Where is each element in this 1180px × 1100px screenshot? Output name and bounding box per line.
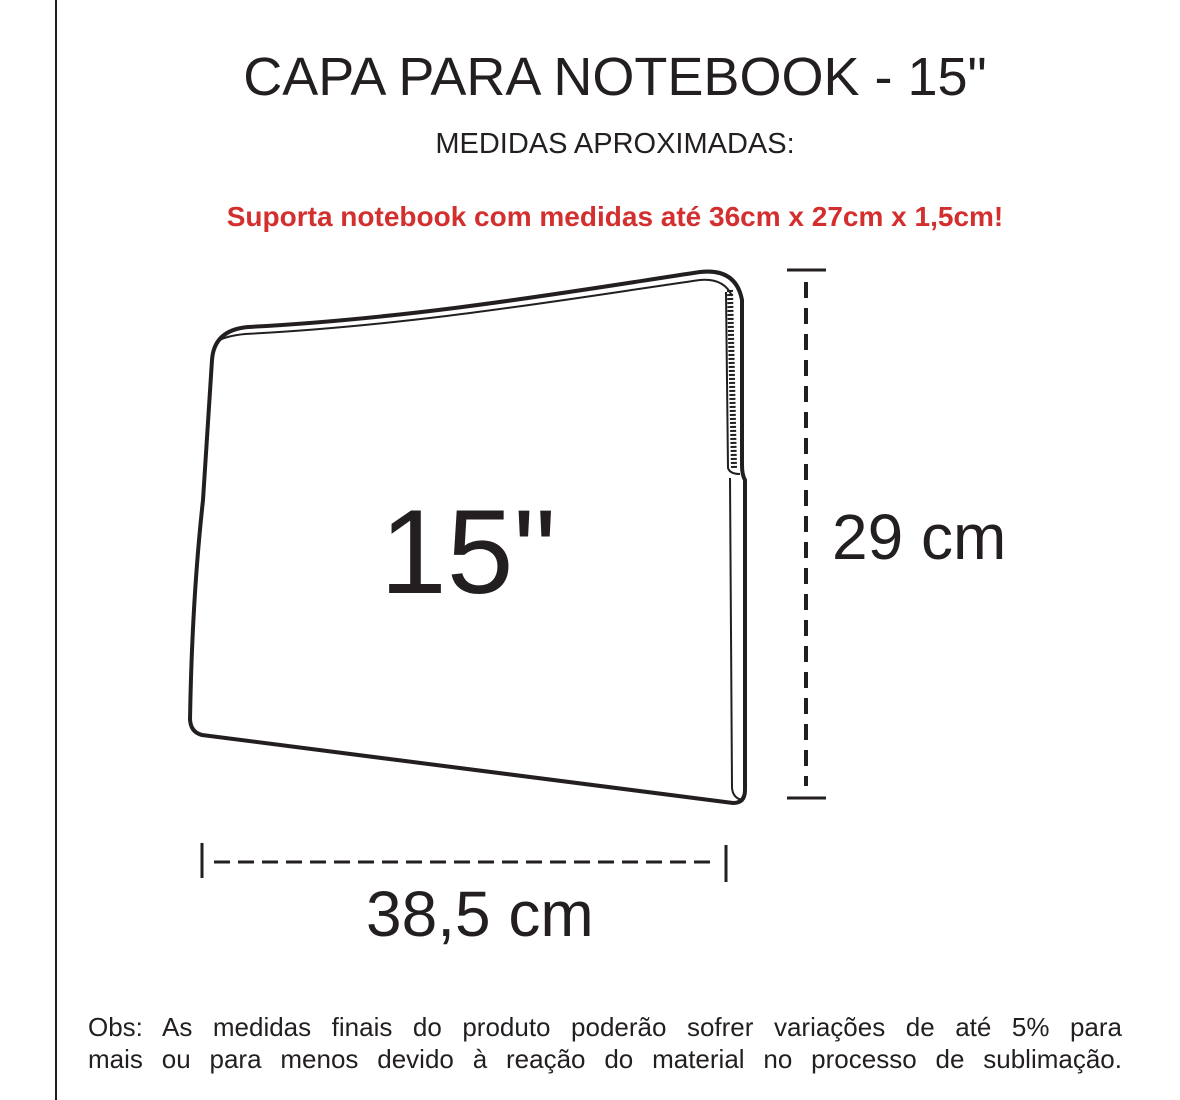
height-label: 29 cm	[832, 501, 1007, 573]
zipper-track	[730, 290, 734, 468]
width-label: 38,5 cm	[366, 878, 594, 950]
footer-note-line2: mais ou para menos devido à reação do material no processo de sublimação.	[88, 1044, 1122, 1074]
footer-note-line1: Obs: As medidas finais do produto poderão sofrer variações de até 5% para	[88, 1012, 1122, 1042]
sleeve-top-seam	[216, 280, 732, 342]
sleeve-side-seam	[730, 478, 742, 800]
footer-note	[88, 1011, 1122, 1075]
page-subtitle: MEDIDAS APROXIMADAS:	[435, 128, 795, 160]
size-label: 15"	[380, 485, 557, 619]
page-title: CAPA PARA NOTEBOOK - 15"	[243, 47, 987, 107]
support-note: Suporta notebook com medidas até 36cm x 27cm x 1,5cm!	[226, 201, 1004, 232]
